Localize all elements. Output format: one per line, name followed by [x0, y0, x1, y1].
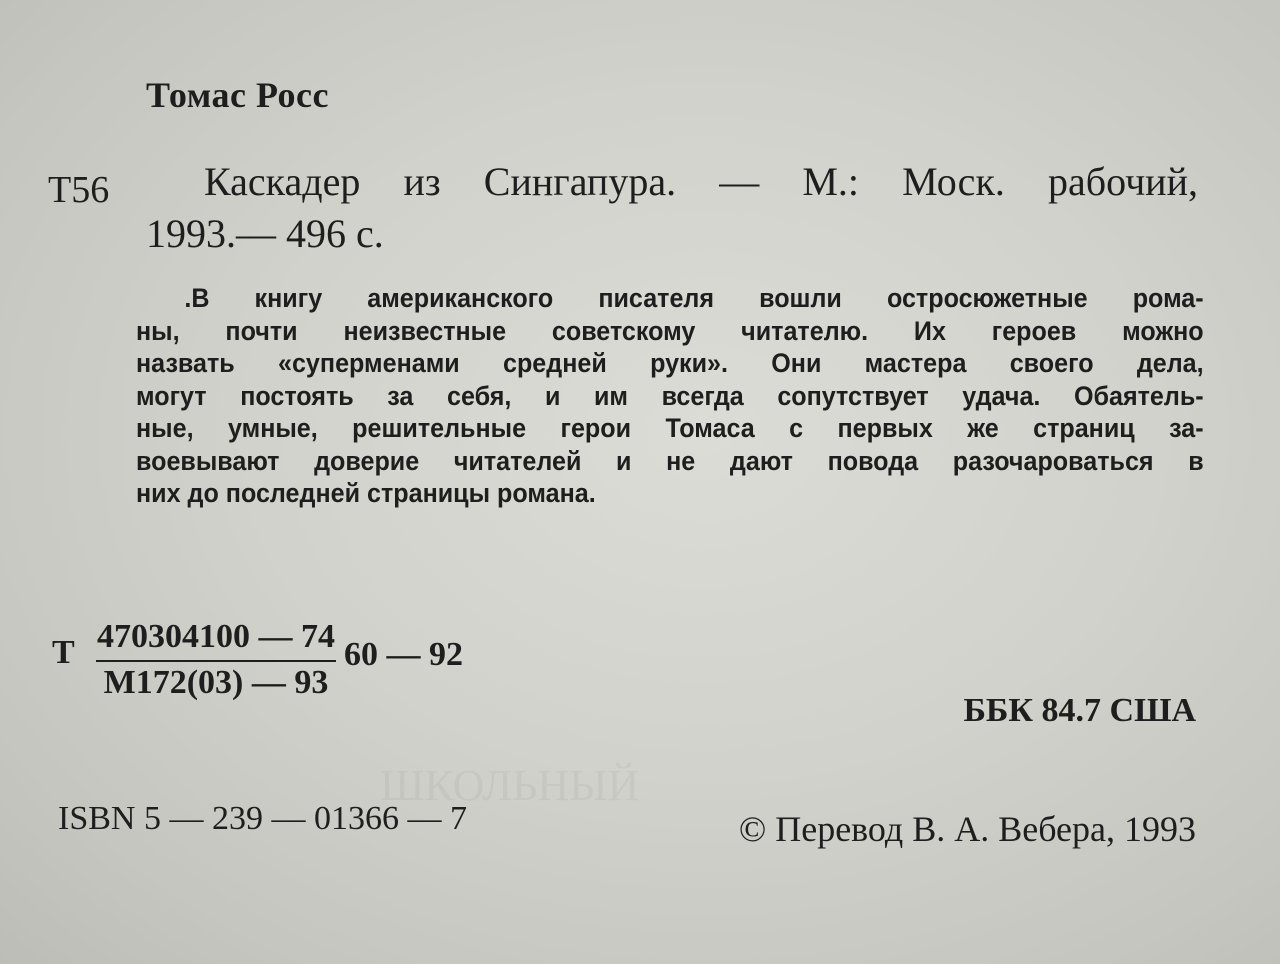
bbk-code: ББК 84.7 США: [963, 692, 1196, 729]
biblio-line-2: 1993.— 496 с.: [146, 211, 384, 256]
annotation-line: ны, почти неизвестные советскому читателю. Их героев можно: [136, 315, 1204, 346]
isbn: ISBN 5 — 239 — 01366 — 7: [58, 800, 467, 837]
annotation-line: .В книгу американского писателя вошли остросюжетные рома-: [184, 283, 1204, 313]
annotation-line: воевывают доверие читателей и не дают повода разочароваться в: [136, 445, 1204, 476]
class-code: Т56: [48, 169, 110, 211]
index-denominator: М172(03) — 93: [103, 664, 329, 701]
annotation-paragraph: [136, 282, 1204, 510]
index-fraction: [96, 618, 336, 702]
biblio-line-1: Каскадер из Сингапура. — М.: Моск. рабочий,: [204, 159, 1198, 204]
annotation-line: назвать «суперменами средней руки». Они мастера своего дела,: [136, 348, 1204, 378]
bibliographic-description: [146, 156, 1198, 260]
author-name: Томас Росс: [146, 75, 330, 115]
index-suffix: 60 — 92: [344, 636, 463, 673]
annotation-line: них до последней страницы романа.: [136, 478, 596, 508]
annotation-line: ные, умные, решительные герои Томаса с первых же страниц за-: [136, 413, 1204, 443]
index-letter: Т: [52, 634, 75, 671]
index-numerator: 470304100 — 74: [96, 618, 336, 662]
annotation-line: могут постоять за себя, и им всегда сопутствует удача. Обаятель-: [136, 380, 1204, 411]
copyright-notice: © Перевод В. А. Вебера, 1993: [738, 809, 1196, 849]
show-through-text: ШКОЛЬНЫЙ: [380, 761, 640, 810]
